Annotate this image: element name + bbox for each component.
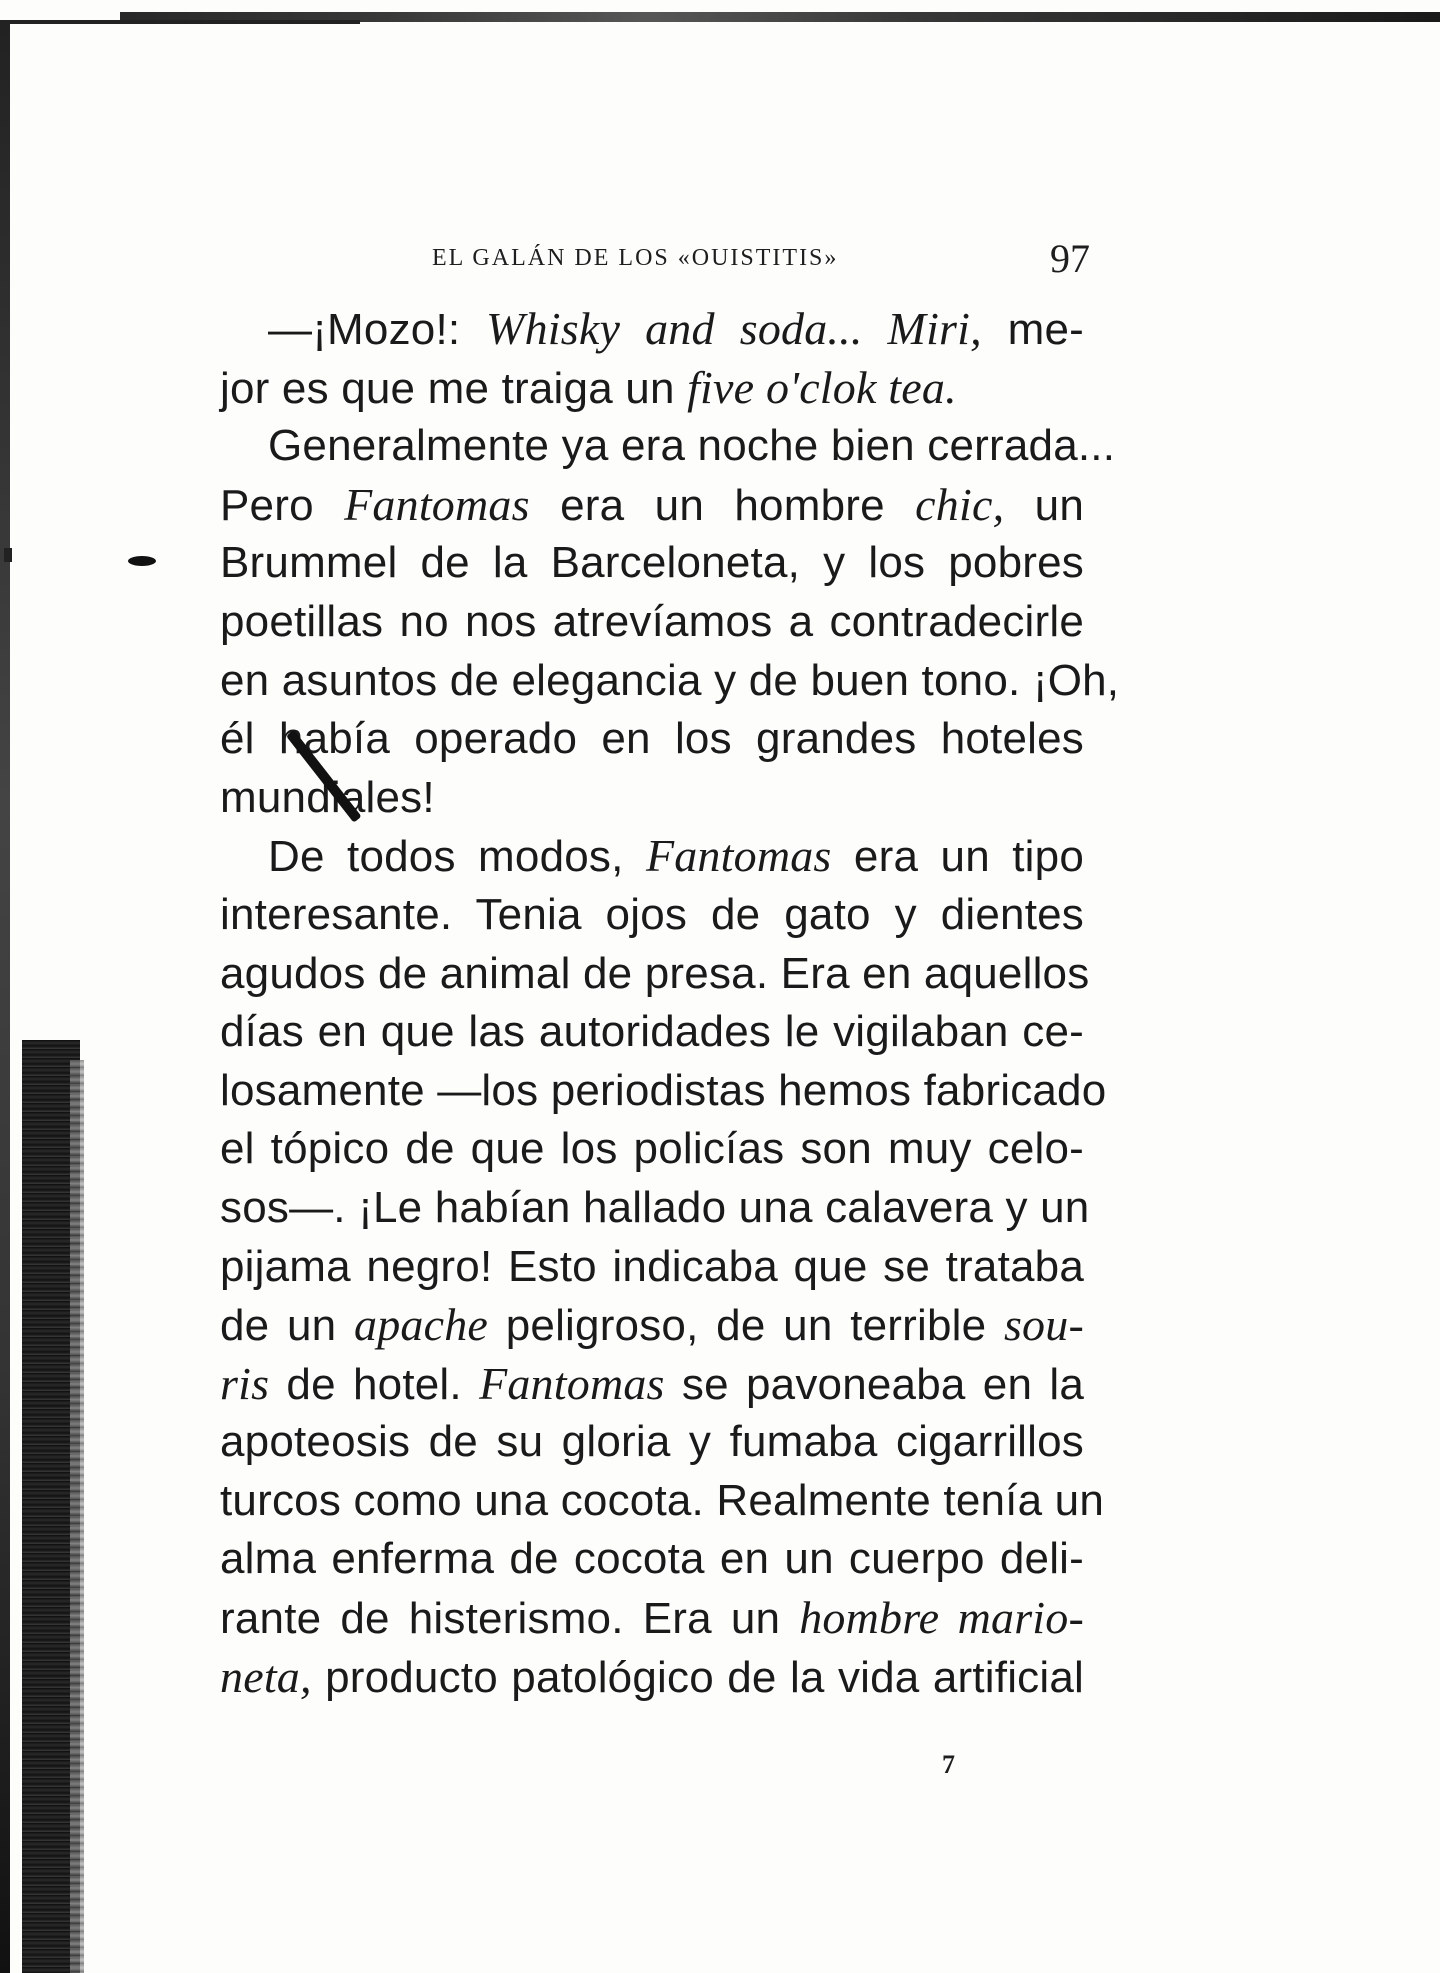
text-run: alma enferma de cocota en un cuerpo deli- xyxy=(220,1534,1084,1584)
italic-text: ris xyxy=(220,1357,270,1409)
text-run: pijama negro! Esto indicaba que se trataba xyxy=(220,1241,1084,1291)
text-run: me- xyxy=(981,305,1084,354)
text-line xyxy=(220,1120,1084,1179)
text-run: rante de histerismo. Era un xyxy=(220,1594,800,1644)
italic-text: apache xyxy=(354,1299,489,1351)
scan-top-border-left xyxy=(0,20,360,24)
text-run: sos—. ¡Le habían hallado una calavera y un xyxy=(220,1182,1090,1232)
text-line xyxy=(220,945,1090,1004)
ink-smudge xyxy=(128,556,156,566)
italic-text: neta, xyxy=(220,1650,312,1702)
scan-left-edge xyxy=(0,20,10,1973)
text-line xyxy=(220,359,1084,418)
italic-text: hombre mario- xyxy=(799,1592,1084,1644)
signature-mark: 7 xyxy=(942,1750,955,1779)
text-run: Pero xyxy=(220,480,345,530)
text-run: mundiales! xyxy=(220,772,435,822)
text-run: un xyxy=(1004,480,1084,530)
text-run: él había operado en los grandes hoteles xyxy=(220,714,1084,764)
text-run: jor es que me traiga un xyxy=(220,363,688,413)
text-run: producto patológico de la vida artificial xyxy=(311,1652,1084,1702)
page-number: 97 xyxy=(1050,236,1090,281)
text-run: era un tipo xyxy=(831,832,1084,882)
text-run: poetillas no nos atrevíamos a contradecirle xyxy=(220,596,1084,646)
text-line xyxy=(220,593,1084,652)
text-run: se pavoneaba en la xyxy=(664,1359,1085,1409)
text-run: en asuntos de elegancia y de buen tono. ¡Oh, xyxy=(220,655,1120,705)
text-line xyxy=(220,534,1084,593)
text-run: Brummel de la Barceloneta, y los pobres xyxy=(220,538,1084,588)
text-run: de un xyxy=(220,1301,355,1351)
ink-smudge-edge xyxy=(4,548,12,562)
italic-text: Fantomas xyxy=(645,830,832,882)
text-line xyxy=(220,1355,1084,1414)
text-line xyxy=(220,1003,1084,1062)
text-run: de hotel. xyxy=(269,1359,480,1409)
scan-binding-edge xyxy=(70,1060,84,1973)
text-run: turcos como una cocota. Realmente tenía un xyxy=(220,1475,1105,1525)
text-run: apoteosis de su gloria y fumaba cigarrillos xyxy=(220,1417,1084,1467)
text-line xyxy=(220,827,1084,886)
text-line xyxy=(220,1413,1084,1472)
running-head: EL GALÁN DE LOS «OUISTITIS» xyxy=(432,245,839,271)
text-run: Generalmente ya era noche bien cerrada... xyxy=(268,421,1116,471)
text-line xyxy=(220,652,1120,711)
italic-text: sou- xyxy=(1003,1299,1084,1351)
italic-text: five o'clok tea. xyxy=(687,361,957,413)
text-line xyxy=(220,886,1084,945)
text-run: el tópico de que los policías son muy celo- xyxy=(220,1124,1084,1174)
italic-text: Fantomas xyxy=(479,1357,665,1409)
text-line xyxy=(220,476,1084,535)
text-line xyxy=(220,1062,1107,1121)
text-run: interesante. Tenia ojos de gato y dientes xyxy=(220,889,1084,939)
text-line xyxy=(220,1648,1084,1707)
text-line xyxy=(220,1296,1084,1355)
text-run: agudos de animal de presa. Era en aquellos xyxy=(220,948,1090,998)
text-run: —¡Mozo!: xyxy=(268,305,487,354)
text-run: losamente —los periodistas hemos fabricado xyxy=(220,1065,1107,1115)
italic-text: Fantomas xyxy=(344,478,530,530)
text-line xyxy=(220,1589,1084,1648)
text-line xyxy=(220,1530,1084,1589)
italic-text: Whisky and soda... Miri, xyxy=(486,303,982,354)
text-line xyxy=(220,1472,1105,1531)
text-line xyxy=(220,417,1116,476)
text-run: era un hombre xyxy=(529,480,916,530)
body-text xyxy=(220,300,1120,1706)
text-run: días en que las autoridades le vigilaban ce- xyxy=(220,1007,1084,1057)
text-line xyxy=(220,1238,1084,1297)
text-line xyxy=(220,300,1084,359)
text-run: De todos modos, xyxy=(268,832,646,882)
italic-text: chic, xyxy=(915,478,1005,530)
text-line xyxy=(220,710,1084,769)
text-line xyxy=(220,1179,1090,1238)
text-run: peligroso, de un terrible xyxy=(488,1301,1004,1351)
